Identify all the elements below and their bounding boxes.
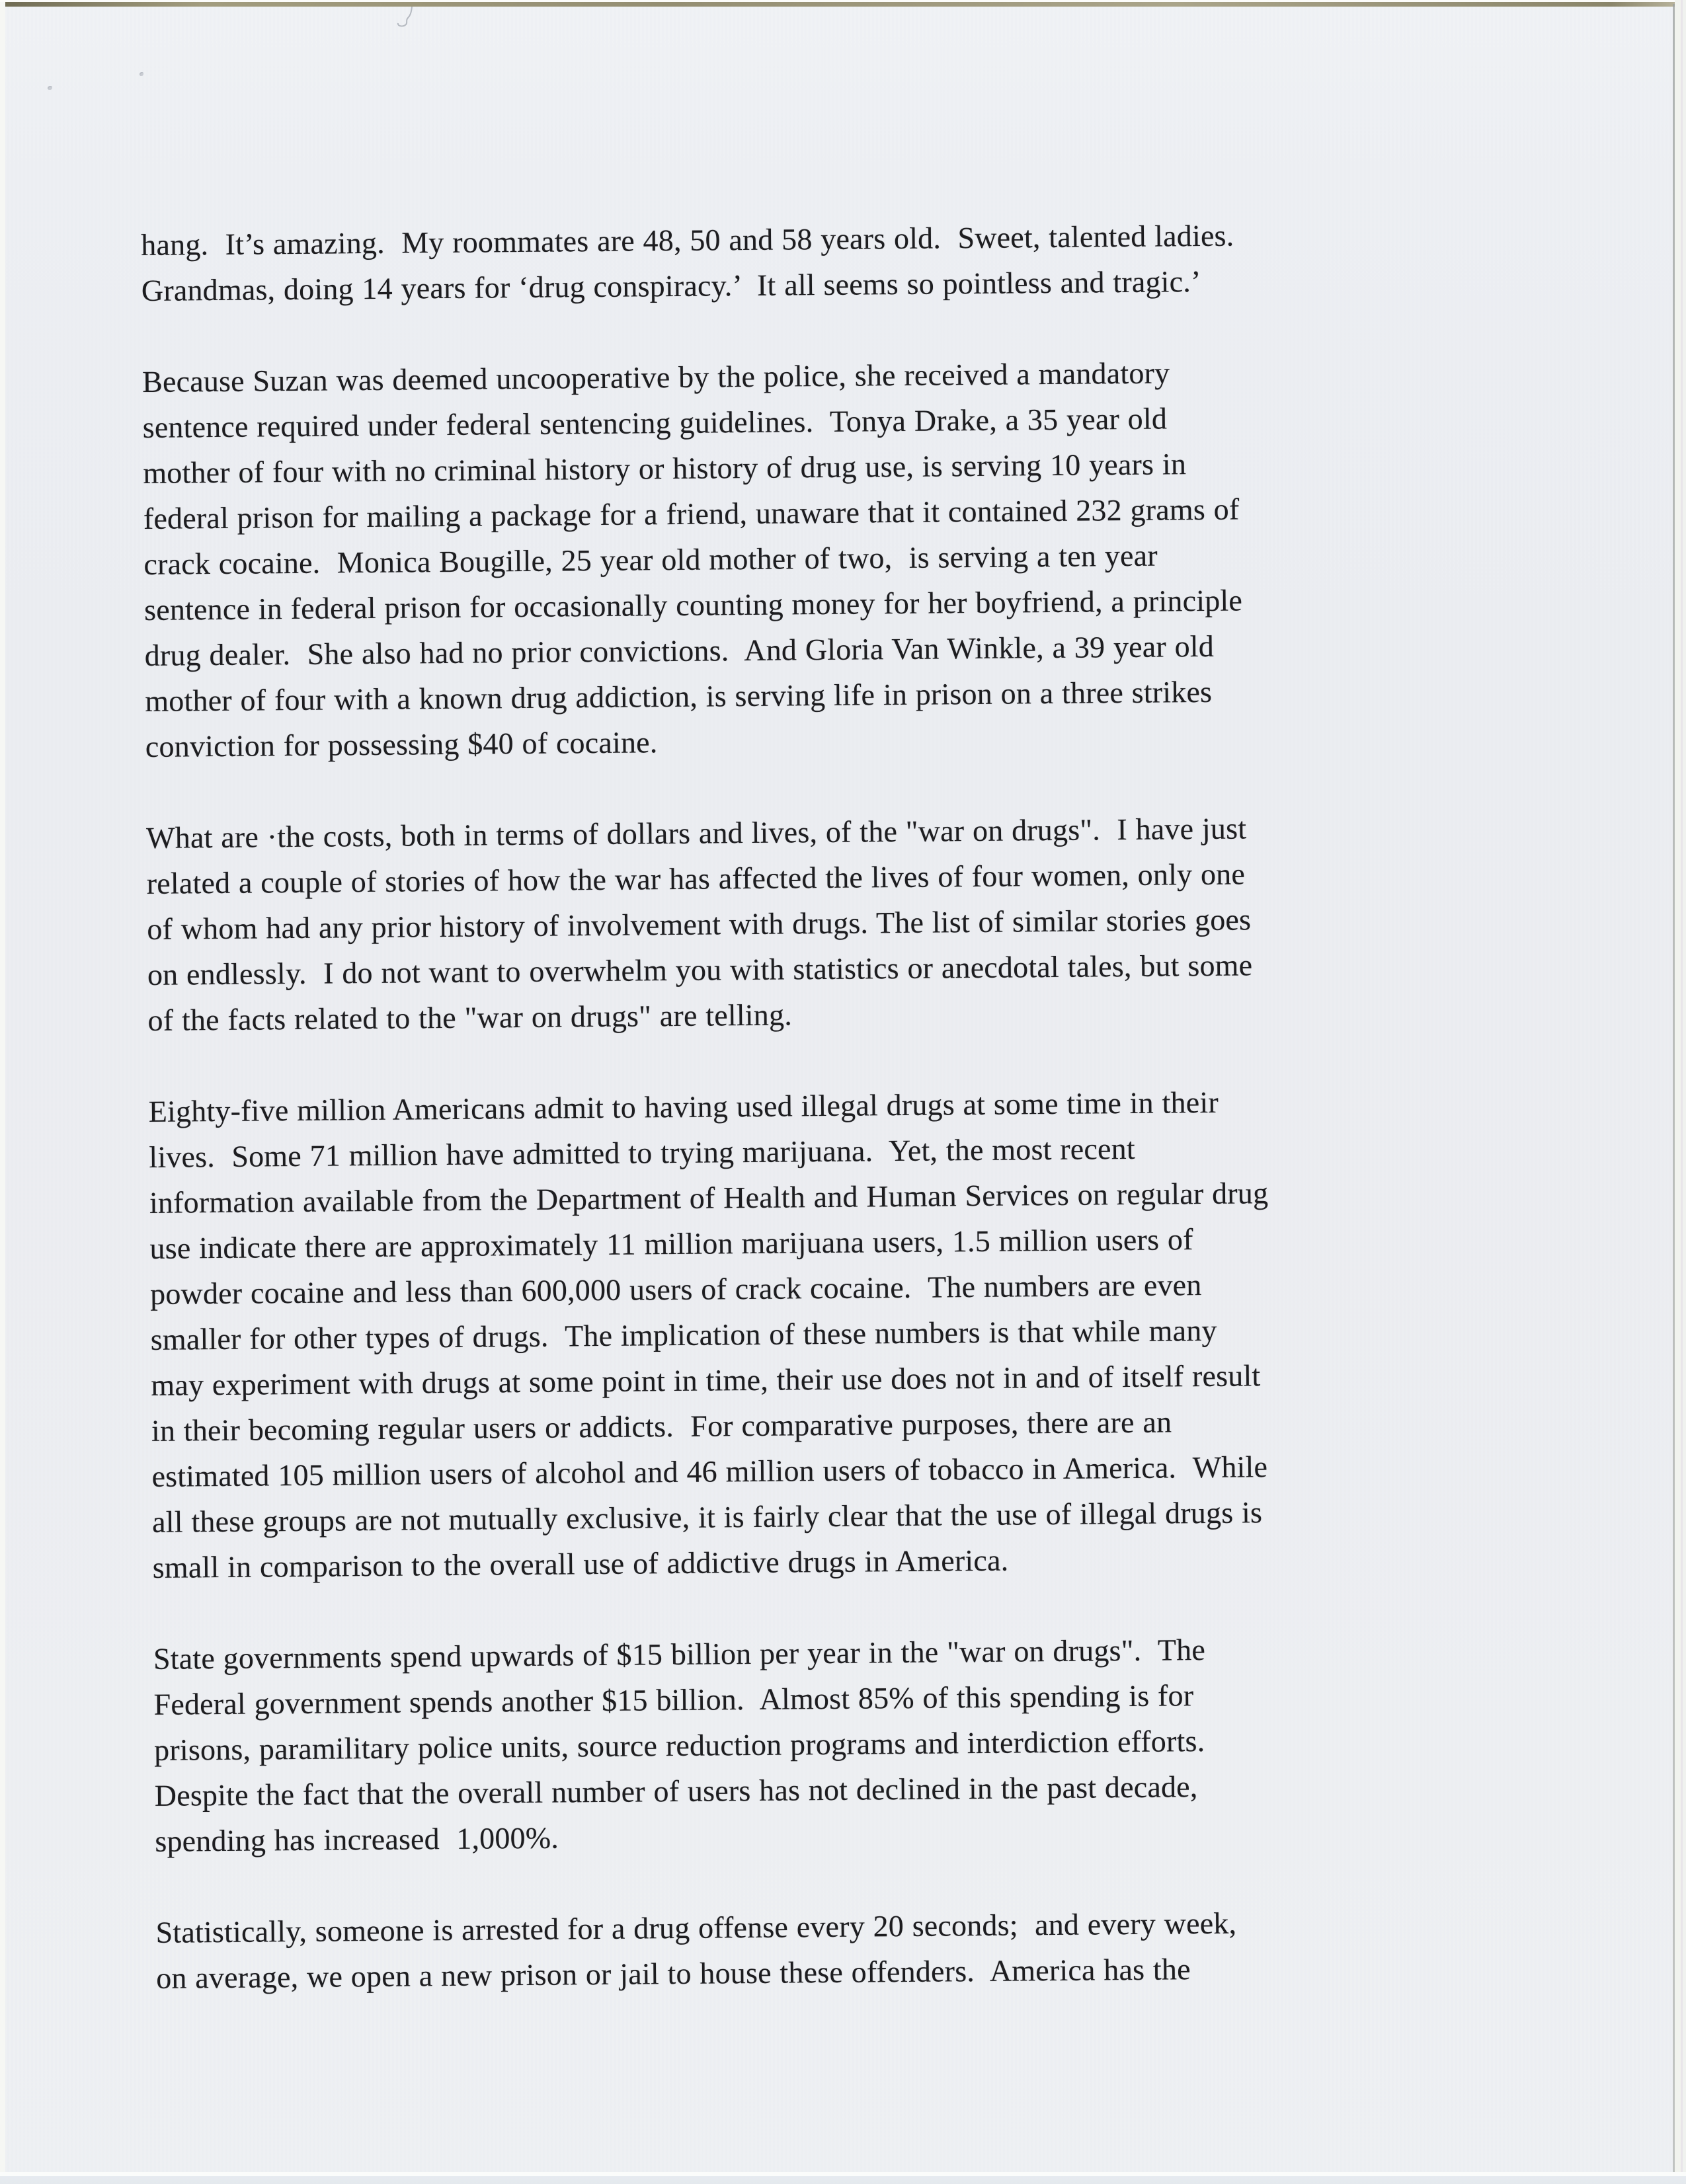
scanner-right-strip xyxy=(1675,0,1686,2184)
text-line-p5-l2: Federal government spends another $15 billion. Almost 85% of this spending is for xyxy=(153,1678,1194,1721)
text-line-p4-l4: use indicate there are approximately 11 million marijuana users, 1.5 million users of xyxy=(149,1222,1193,1265)
text-line-p2-l6: sentence in federal prison for occasionally counting money for her boyfriend, a principle xyxy=(143,583,1243,627)
paper-top-edge xyxy=(0,2,1678,7)
paragraph-4 xyxy=(148,1077,1548,1590)
text-line-p4-l6: smaller for other types of drugs. The implication of these numbers is that while many xyxy=(150,1313,1217,1356)
text-line-p4-l9: estimated 105 million users of alcohol and 46 million users of tobacco in America. While xyxy=(151,1450,1268,1493)
paragraph-5 xyxy=(153,1624,1550,1864)
text-line-p5-l1: State governments spend upwards of $15 billion per year in the "war on drugs". The xyxy=(153,1633,1206,1676)
text-line-p2-l4: federal prison for mailing a package for a friend, unaware that it contained 232 grams of xyxy=(143,492,1240,535)
text-line-p2-l8: mother of four with a known drug addiction, is serving life in prison on a three strikes xyxy=(145,674,1213,718)
text-line-p3-l3: of whom had any prior history of involvement with drugs. The list of similar stories goes xyxy=(147,902,1252,946)
scanner-bottom-strip xyxy=(0,2176,1686,2184)
text-line-p2-l1: Because Suzan was deemed uncooperative by the police, she received a mandatory xyxy=(141,356,1170,399)
paragraph-2 xyxy=(142,347,1541,769)
text-line-p2-l5: crack cocaine. Monica Bougille, 25 year old mother of two, is serving a ten year xyxy=(143,538,1158,581)
text-line-p5-l3: prisons, paramilitary police units, source reduction programs and interdiction efforts. xyxy=(153,1724,1205,1767)
text-line-p4-l2: lives. Some 71 million have admitted to trying marijuana. Yet, the most recent xyxy=(149,1131,1136,1174)
paragraph-6 xyxy=(155,1897,1551,2000)
text-line-p3-l5: of the facts related to the "war on drugs" are telling. xyxy=(147,997,793,1037)
scanner-left-strip xyxy=(0,2,5,2184)
paper-sheet xyxy=(5,7,1674,2173)
text-line-p1-l2: Grandmas, doing 14 years for ‘drug conspiracy.’ It all seems so pointless and tragic.’ xyxy=(141,264,1201,307)
text-line-p6-l2: on average, we open a new prison or jail to house these offenders. America has the xyxy=(155,1952,1191,1995)
text-line-p2-l3: mother of four with no criminal history or history of drug use, is serving 10 years in xyxy=(143,447,1187,490)
text-line-p4-l1: Eighty-five million Americans admit to having used illegal drugs at some time in their xyxy=(148,1085,1219,1128)
text-line-p4-l7: may experiment with drugs at some point in time, their use does not in and of itself result xyxy=(151,1358,1261,1402)
text-line-p1-l1: hang. It’s amazing. My roommates are 48, 50 and 58 years old. Sweet, talented ladies. xyxy=(141,218,1234,262)
text-line-p3-l4: on endlessly. I do not want to overwhelm you with statistics or anecdotal tales, but some xyxy=(147,948,1253,992)
text-line-p2-l9: conviction for possessing $40 of cocaine. xyxy=(145,725,658,763)
text-line-p2-l2: sentence required under federal sentencing guidelines. Tonya Drake, a 35 year old xyxy=(142,401,1168,444)
paragraph-3 xyxy=(146,803,1543,1043)
paper-speck xyxy=(48,86,52,90)
text-line-p5-l5: spending has increased 1,000%. xyxy=(155,1820,559,1858)
text-line-p3-l2: related a couple of stories of how the war has affected the lives of four women, only one xyxy=(146,857,1246,900)
text-line-p4-l3: information available from the Department of Health and Human Services on regular drug xyxy=(149,1176,1269,1220)
scan-squiggle-mark xyxy=(392,7,425,37)
paper-speck xyxy=(140,72,143,76)
paragraph-1 xyxy=(141,210,1537,313)
text-line-p2-l7: drug dealer. She also had no prior convictions. And Gloria Van Winkle, a 39 year old xyxy=(144,629,1215,672)
text-line-p4-l8: in their becoming regular users or addicts. For comparative purposes, there are an xyxy=(151,1405,1172,1448)
document-text-block xyxy=(141,210,1552,2047)
text-line-p3-l1: What are ·the costs, both in terms of dollars and lives, of the "war on drugs". I have just xyxy=(145,811,1247,855)
text-line-p5-l4: Despite the fact that the overall number of users has not declined in the past decade, xyxy=(154,1770,1198,1813)
text-line-p4-l10: all these groups are not mutually exclusive, it is fairly clear that the use of illegal drugs is xyxy=(151,1495,1263,1539)
text-line-p4-l11: small in comparison to the overall use of addictive drugs in America. xyxy=(152,1543,1009,1584)
text-line-p4-l5: powder cocaine and less than 600,000 users of crack cocaine. The numbers are even xyxy=(149,1268,1202,1311)
text-line-p6-l1: Statistically, someone is arrested for a drug offense every 20 seconds; and every week, xyxy=(155,1906,1237,1949)
